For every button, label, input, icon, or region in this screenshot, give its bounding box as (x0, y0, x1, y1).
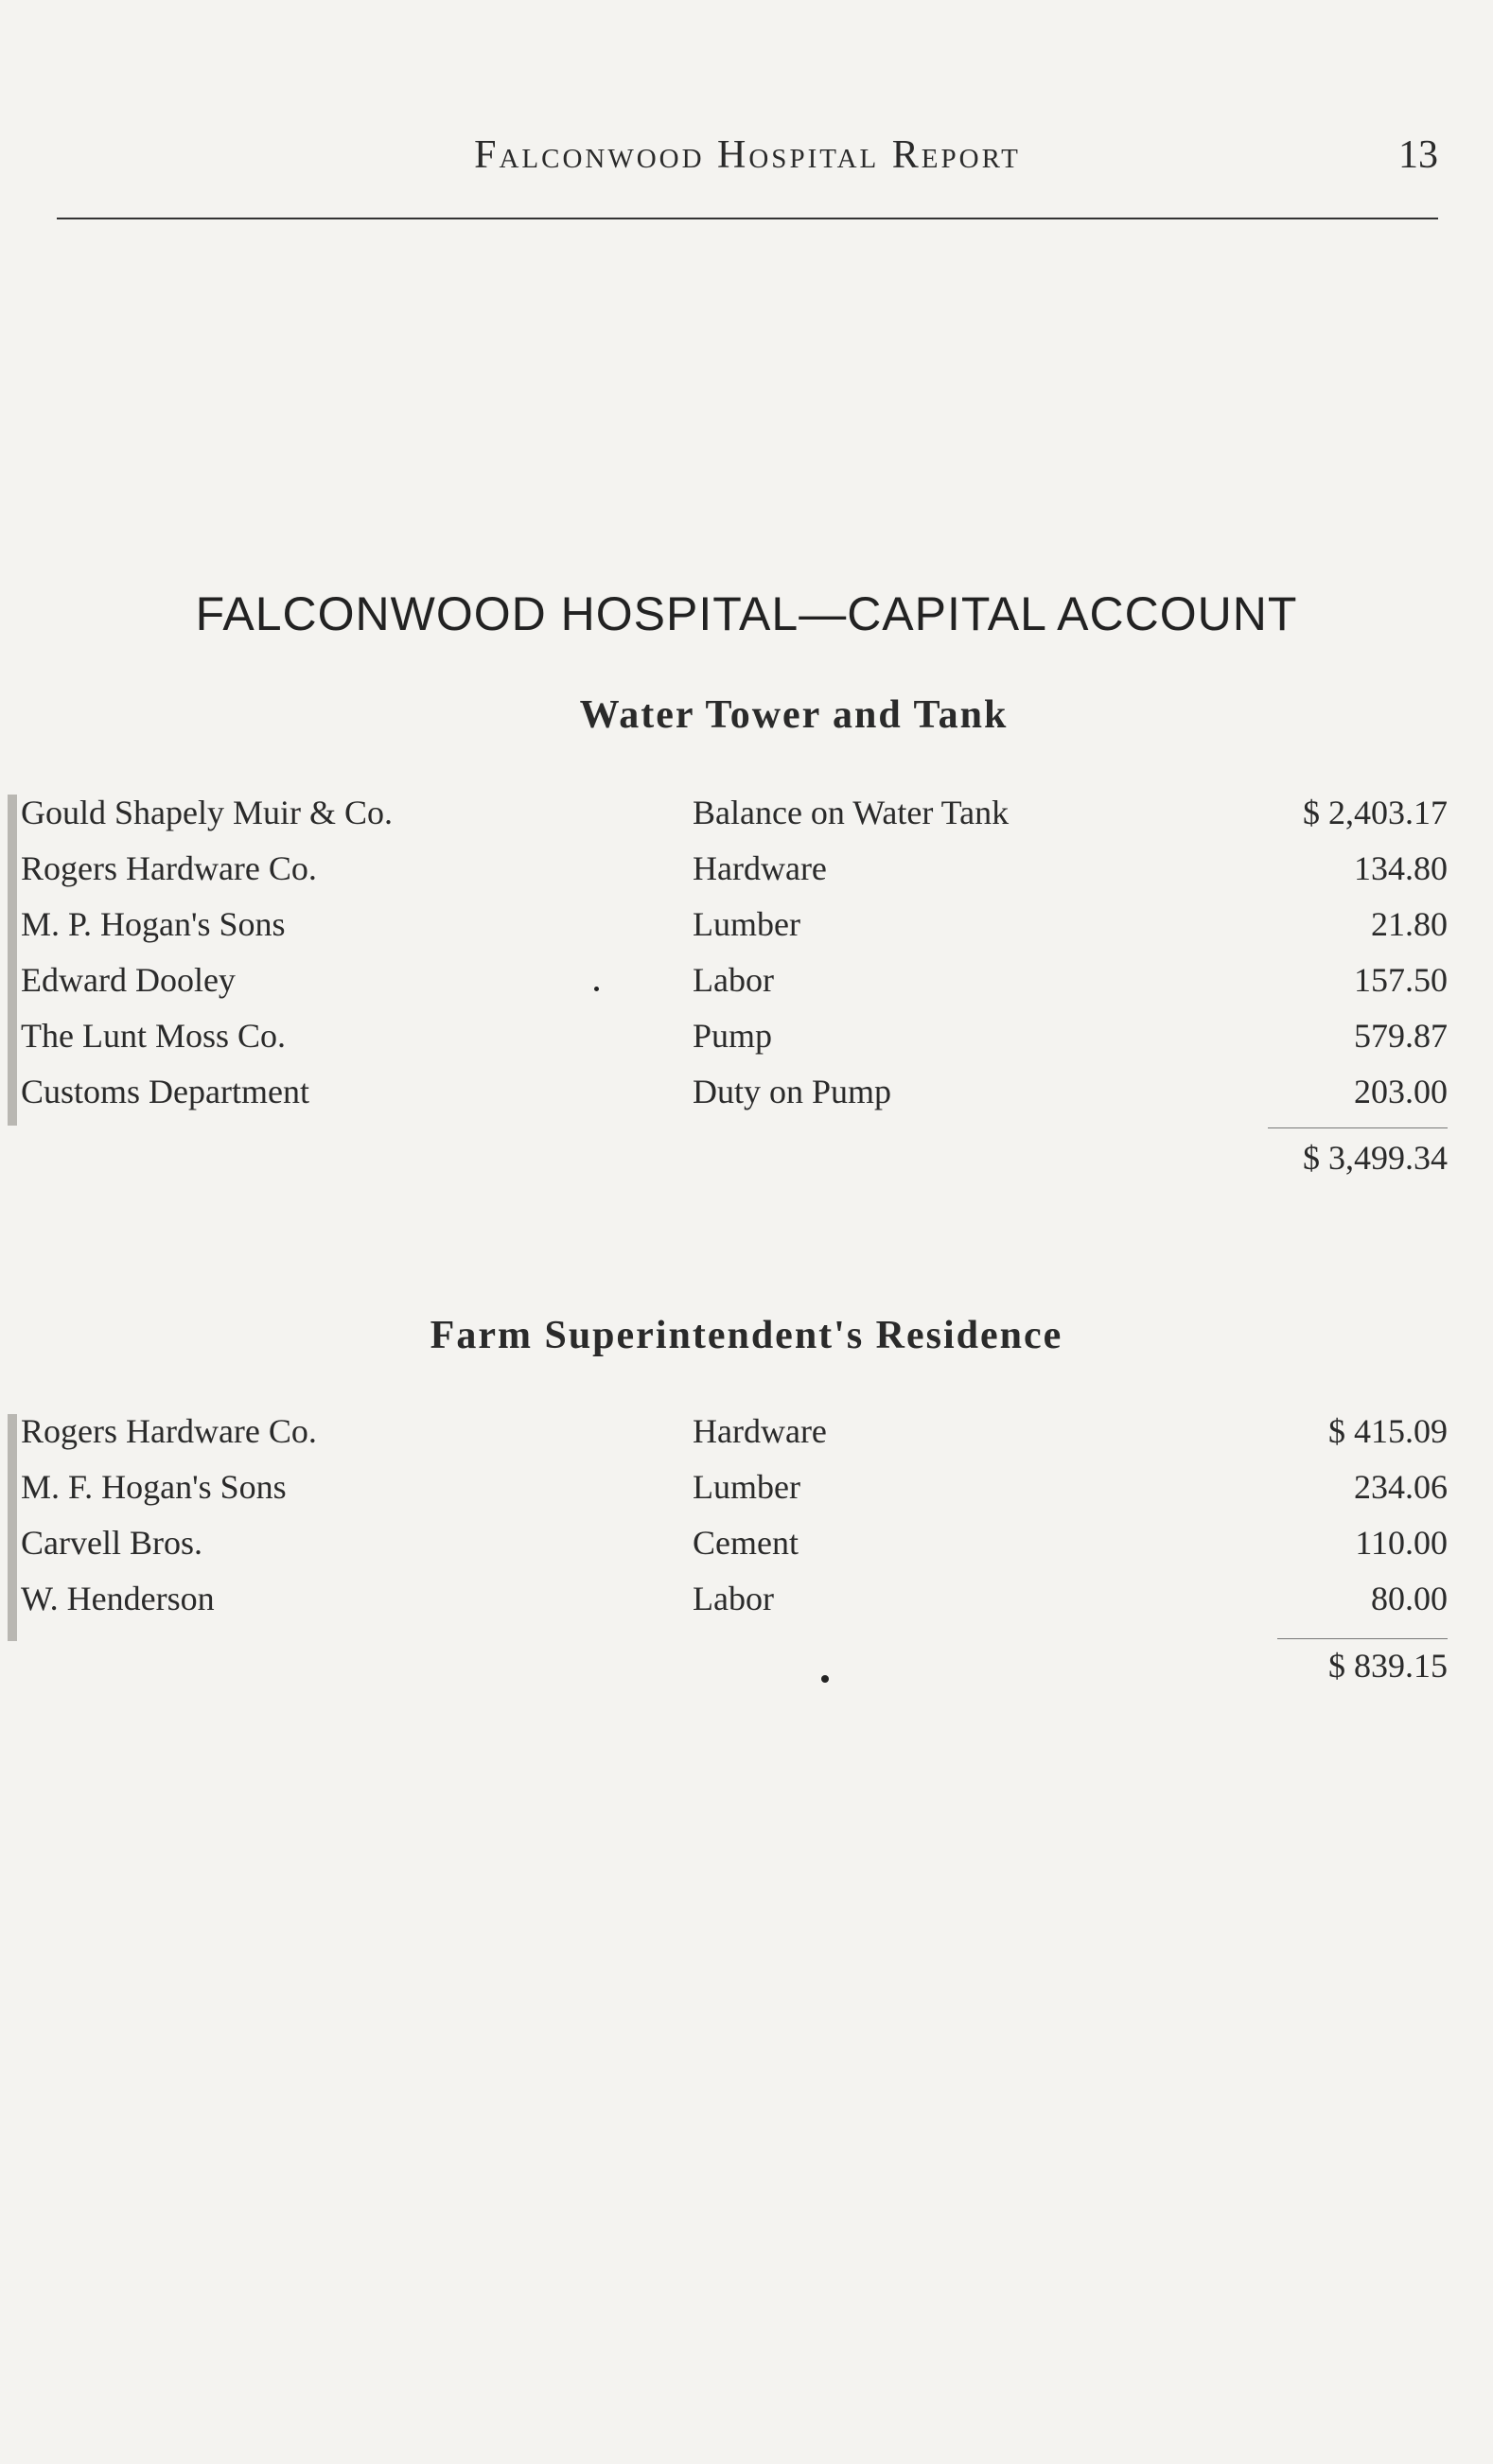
payee-cell: W. Henderson (21, 1580, 215, 1617)
page-header (57, 132, 1438, 219)
ink-speck (594, 987, 599, 991)
table-row (0, 1579, 1493, 1634)
section-title-water-tower: Water Tower and Tank (579, 693, 1009, 737)
table-row (0, 1411, 1493, 1467)
payee-cell: M. F. Hogan's Sons (21, 1468, 287, 1506)
total-rule (1268, 1127, 1448, 1128)
amount-cell: 80.00 (1371, 1580, 1448, 1617)
table-row (0, 904, 1493, 960)
item-cell: Labor (693, 1580, 774, 1617)
item-cell: Hardware (693, 849, 827, 887)
amount-cell: 203.00 (1354, 1073, 1448, 1110)
amount-cell: $ 2,403.17 (1303, 794, 1448, 831)
amount-cell: $ 415.09 (1328, 1412, 1448, 1450)
page-number: 13 (1398, 133, 1438, 177)
amount-cell: 234.06 (1354, 1468, 1448, 1506)
table-row (0, 1467, 1493, 1523)
item-cell: Duty on Pump (693, 1073, 892, 1110)
payee-cell: Rogers Hardware Co. (21, 849, 317, 887)
expense-table-water-tower (0, 793, 1493, 1127)
section-total: $ 839.15 (1328, 1647, 1448, 1685)
amount-cell: 157.50 (1354, 961, 1448, 999)
total-rule (1277, 1638, 1448, 1639)
amount-cell: 579.87 (1354, 1017, 1448, 1055)
item-cell: Balance on Water Tank (693, 794, 1010, 831)
ink-speck (821, 1675, 829, 1683)
table-row (0, 1072, 1493, 1127)
section-title-farm-residence: Farm Superintendent's Residence (430, 1314, 1063, 1357)
section-total: $ 3,499.34 (1303, 1139, 1448, 1177)
item-cell: Lumber (693, 1468, 800, 1506)
amount-cell: 134.80 (1354, 849, 1448, 887)
item-cell: Cement (693, 1524, 799, 1562)
expense-table-farm-residence (0, 1411, 1493, 1634)
table-row (0, 793, 1493, 848)
item-cell: Hardware (693, 1412, 827, 1450)
payee-cell: Customs Department (21, 1073, 309, 1110)
item-cell: Pump (693, 1017, 773, 1055)
running-title: Falconwood Hospital Report (474, 133, 1021, 177)
amount-cell: 21.80 (1371, 905, 1448, 943)
payee-cell: Gould Shapely Muir & Co. (21, 794, 393, 831)
table-row (0, 960, 1493, 1016)
payee-cell: Edward Dooley (21, 961, 236, 999)
payee-cell: Carvell Bros. (21, 1524, 202, 1562)
document-title: FALCONWOOD HOSPITAL—CAPITAL ACCOUNT (195, 587, 1298, 640)
item-cell: Labor (693, 961, 774, 999)
table-row (0, 1523, 1493, 1579)
item-cell: Lumber (693, 905, 800, 943)
payee-cell: Rogers Hardware Co. (21, 1412, 317, 1450)
table-row (0, 1016, 1493, 1072)
table-row (0, 848, 1493, 904)
payee-cell: M. P. Hogan's Sons (21, 905, 286, 943)
payee-cell: The Lunt Moss Co. (21, 1017, 287, 1055)
amount-cell: 110.00 (1355, 1524, 1448, 1562)
